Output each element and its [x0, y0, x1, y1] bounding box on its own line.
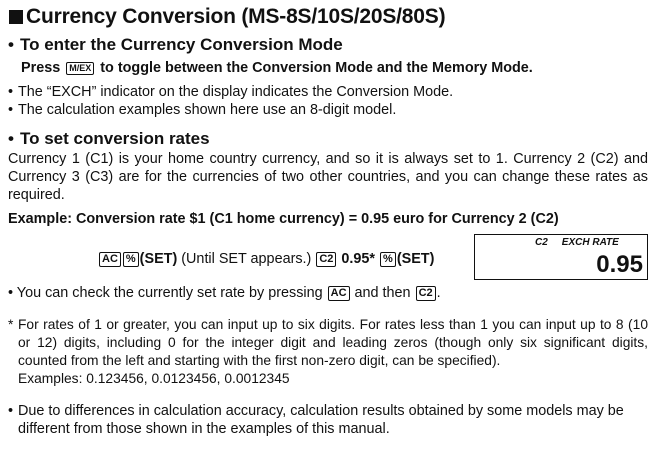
bullet-icon: • — [8, 84, 14, 100]
bullet-icon: • — [8, 35, 14, 54]
key-sequence-row — [8, 234, 648, 282]
exch-rate-indicator: EXCH RATE — [561, 237, 619, 248]
bullet-icon: • — [8, 102, 14, 118]
asterisk-icon: * — [8, 317, 14, 332]
percent-key-icon: % — [123, 252, 139, 267]
c2-key-icon: C2 — [316, 252, 336, 267]
footnote: * For rates of 1 or greater, you can input up to six digits. For rates less than 1 you can input up to 8 (10 or 12) digits, including 0 for the integer digit and leading zeros (though only six significant digits, counted from the left and starting with the first non-zero digit, can be specified). Examples: 0.123456, 0.0123456, 0.0012345 — [8, 317, 648, 386]
example-heading: Example: Conversion rate $1 (C1 home currency) = 0.95 euro for Currency 2 (C2) — [8, 211, 559, 227]
square-bullet-icon — [9, 10, 23, 24]
bullet-icon: • — [8, 403, 14, 419]
display-indicators — [535, 237, 619, 248]
mex-key-icon: M/EX — [66, 62, 94, 75]
currency-paragraph: Currency 1 (C1) is your home country currency, and so it is always set to 1. Currency 2 (C2) and Currency 3 (C3) are for the currencies of two other countries, and you can change these rates as required. — [8, 151, 648, 203]
section-heading-set-rates: • To set conversion rates — [8, 129, 210, 148]
calculator-display — [474, 234, 648, 280]
c2-indicator: C2 — [535, 237, 548, 248]
accuracy-note: • Due to differences in calculation accuracy, calculation results obtained by some models may be different from those shown in the examples of this manual. — [8, 403, 624, 437]
check-rate-note: • You can check the currently set rate by pressing AC and then C2 . — [8, 285, 441, 301]
list-item: • The “EXCH” indicator on the display indicates the Conversion Mode. — [8, 84, 454, 100]
list-item: • The calculation examples shown here use an 8-digit model. — [8, 102, 397, 118]
page-title — [8, 4, 648, 30]
footnote-examples: Examples: 0.123456, 0.0123456, 0.0012345 — [18, 371, 290, 386]
press-instruction: Press M/EX to toggle between the Conversion Mode and the Memory Mode. — [21, 60, 533, 76]
c2-key-icon: C2 — [416, 286, 436, 301]
display-value: 0.95 — [596, 251, 643, 278]
ac-key-icon: AC — [328, 286, 350, 301]
mode-notes — [8, 83, 648, 119]
page-title-text: Currency Conversion (MS-8S/10S/20S/80S) — [26, 5, 446, 28]
ac-key-icon: AC — [99, 252, 121, 267]
manual-page — [8, 0, 648, 438]
bullet-icon: • — [8, 285, 14, 301]
section-heading-enter-mode: • To enter the Currency Conversion Mode — [8, 35, 343, 54]
bullet-icon: • — [8, 129, 14, 148]
key-sequence: AC % (SET) (Until SET appears.) C2 0.95* % (SET) — [98, 250, 434, 268]
percent-key-icon: % — [380, 252, 396, 267]
